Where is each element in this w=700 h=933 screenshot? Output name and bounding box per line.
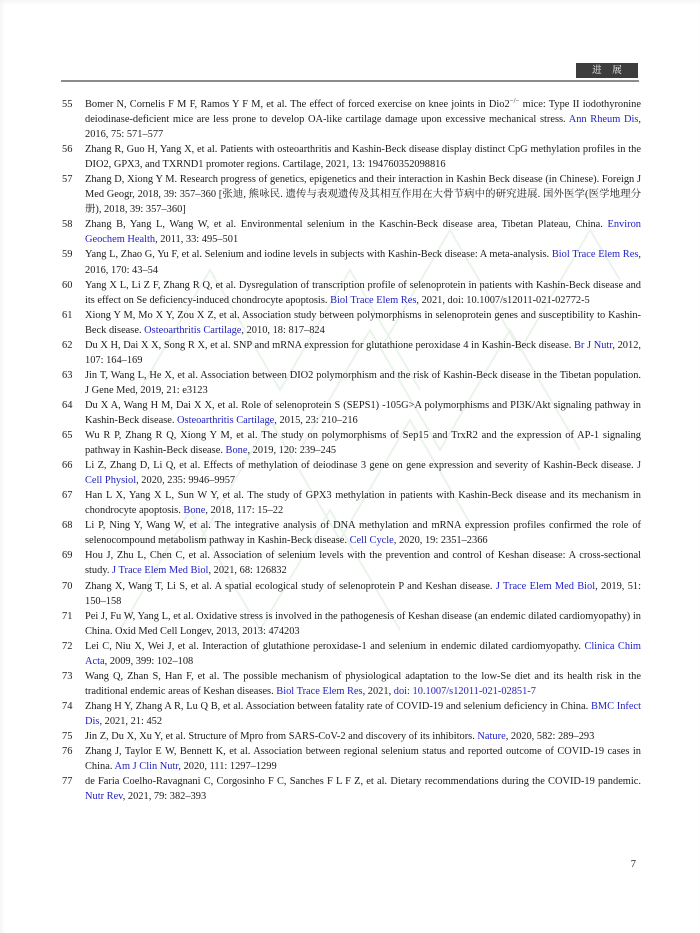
journal-link[interactable]: Osteoarthritis Cartilage bbox=[144, 324, 242, 336]
journal-link[interactable]: Br J Nutr bbox=[573, 339, 613, 351]
journal-link[interactable]: Biol Trace Elem Res bbox=[551, 249, 639, 261]
reference-item bbox=[62, 488, 641, 518]
reference-text: Li Z, Zhang D, Li Q, et al. Effects of methylation of deiodinase 3 gene on gene expression and severity of Kashin-Beck disease. bbox=[85, 460, 637, 472]
reference-text: Zhang D, Xiong Y M. Research progress of genetics, epigenetics and their interaction in Kashin Beck disease (in Chinese). Foreign J Med Geogr, 2018, 39: 357–360 [张迪, 熊咏民. 遗传与表观遗传及其相互作用在大骨节病中的研究进展. 国外医学(医学地理分册), 2018, 39: 357–360] bbox=[85, 174, 641, 216]
reference-text: , 2020, 19: 2351–2366 bbox=[393, 535, 488, 547]
reference-number: 71 bbox=[62, 610, 73, 622]
journal-link[interactable]: BMC Infect Dis bbox=[85, 700, 641, 727]
reference-number: 70 bbox=[62, 580, 73, 592]
reference-number: 56 bbox=[62, 144, 73, 156]
reference-text: Wu R P, Zhang R Q, Xiong Y M, et al. The study on polymorphisms of Sep15 and TrxR2 and the expression of AP-1 signaling pathway in Kashin-Beck disease. bbox=[85, 430, 641, 457]
superscript-text: −/− bbox=[509, 97, 520, 105]
header-rule bbox=[61, 80, 639, 82]
reference-number: 60 bbox=[62, 279, 73, 291]
reference-text: , 2021, bbox=[362, 685, 394, 697]
reference-text: , 2021, 68: 126832 bbox=[208, 565, 287, 577]
journal-link[interactable]: Biol Trace Elem Res bbox=[330, 294, 417, 306]
reference-number: 72 bbox=[62, 640, 73, 652]
reference-item bbox=[62, 548, 641, 578]
reference-text: , 2020, 235: 9946–9957 bbox=[136, 475, 236, 487]
journal-link[interactable]: Biol Trace Elem Res bbox=[276, 685, 363, 697]
reference-text: , 2019, 51: 150–158 bbox=[85, 580, 641, 607]
reference-text: Zhang R, Guo H, Yang X, et al. Patients with osteoarthritis and Kashin-Beck disease display distinct CpG methylation profiles in the DIO2, GPX3, and TXRND1 promoter regions. Cartilage, 2021, 13: 194760352098816 bbox=[85, 144, 641, 171]
reference-text: Wang Q, Zhan S, Han F, et al. The possible mechanism of physiological adaptation to the low-Se diet and its health risk in the traditional endemic areas of Keshan diseases. bbox=[85, 670, 641, 697]
reference-item bbox=[62, 428, 641, 458]
reference-number: 66 bbox=[62, 460, 73, 472]
reference-item bbox=[62, 729, 641, 744]
journal-link[interactable]: doi: 10.1007/s12011-021-02851-7 bbox=[393, 685, 536, 697]
reference-text: , 2021, 21: 452 bbox=[99, 715, 163, 727]
reference-text: Du X A, Wang H M, Dai X X, et al. Role of selenoprotein S (SEPS1) -105G>A polymorphisms and PI3K/Akt signaling pathway in Kashin-Beck disease. bbox=[85, 399, 641, 426]
section-tag-badge bbox=[576, 63, 638, 78]
reference-item bbox=[62, 368, 641, 398]
reference-text: de Faria Coelho-Ravagnani C, Corgosinho F C, Sanches F L F Z, et al. Dietary recommendations during the COVID-19 pandemic. bbox=[85, 776, 641, 788]
reference-text: , 2016, 75: 571–577 bbox=[85, 114, 641, 141]
reference-text: , 2018, 117: 15–22 bbox=[205, 505, 284, 517]
reference-text: Yang L, Zhao G, Yu F, et al. Selenium and iodine levels in subjects with Kashin-Beck disease: A meta-analysis. bbox=[85, 249, 552, 261]
reference-number: 65 bbox=[62, 430, 73, 442]
journal-link[interactable]: Nature bbox=[477, 730, 506, 742]
journal-link[interactable]: Am J Clin Nutr bbox=[114, 761, 179, 773]
journal-link[interactable]: J Trace Elem Med Biol bbox=[495, 580, 596, 592]
reference-text: , 2010, 18: 817–824 bbox=[241, 324, 325, 336]
reference-text: Xiong Y M, Mo X Y, Zou X Z, et al. Association study between polymorphisms in selenoprotein genes and susceptibility to Kashin-Beck disease. bbox=[85, 309, 641, 336]
reference-number: 63 bbox=[62, 369, 73, 381]
reference-item bbox=[62, 308, 641, 338]
journal-link[interactable]: Ann Rheum Dis bbox=[568, 114, 639, 126]
reference-text: Du X H, Dai X X, Song R X, et al. SNP and mRNA expression for glutathione peroxidase 4 in Kashin-Beck disease. bbox=[85, 339, 574, 351]
reference-text: Zhang B, Yang L, Wang W, et al. Environmental selenium in the Kaschin-Beck disease area, Tibetan Plateau, China. bbox=[85, 219, 608, 231]
reference-text: Pei J, Fu W, Yang L, et al. Oxidative stress is involved in the pathogenesis of Keshan disease (an endemic dilated cardiomyopathy) in China. Oxid Med Cell Longev, 2013, 2013: 474203 bbox=[85, 610, 641, 637]
reference-text: Lei C, Niu X, Wei J, et al. Interaction of glutathione peroxidase-1 and selenium in endemic dilated cardiomyopathy. bbox=[85, 640, 585, 652]
reference-item bbox=[62, 278, 641, 308]
reference-item bbox=[62, 338, 641, 368]
reference-text: Jin Z, Du X, Xu Y, et al. Structure of Mpro from SARS-CoV-2 and discovery of its inhibitors. bbox=[85, 730, 478, 742]
reference-number: 75 bbox=[62, 730, 73, 742]
reference-text: , 2021, doi: 10.1007/s12011-021-02772-5 bbox=[416, 294, 590, 306]
reference-text: , 2021, 79: 382–393 bbox=[122, 791, 207, 803]
reference-number: 77 bbox=[62, 776, 73, 788]
reference-item bbox=[62, 217, 641, 247]
reference-text: Zhang H Y, Zhang A R, Lu Q B, et al. Association between fatality rate of COVID-19 and selenium deficiency in China. bbox=[85, 700, 591, 712]
reference-number: 67 bbox=[62, 490, 73, 502]
reference-number: 64 bbox=[62, 399, 73, 411]
page-number: 7 bbox=[630, 859, 636, 870]
reference-number: 61 bbox=[62, 309, 73, 321]
reference-text: mice: Type II iodothyronine deiodinase-deficient mice are less prone to develop OA-like cartilage damage upon excessive mechanical stress. bbox=[85, 99, 641, 126]
reference-number: 74 bbox=[62, 700, 73, 712]
reference-text: Hou J, Zhu L, Chen C, et al. Association of selenium levels with the prevention and control of Keshan disease: A cross-sectional study. bbox=[85, 550, 641, 577]
reference-text: Yang X L, Li Z F, Zhang R Q, et al. Dysregulation of transcription profile of selenoprotein in patients with Kashin-Beck disease and its effect on Se deficiency-induced chondrocyte apoptosis. bbox=[85, 279, 641, 306]
section-tag-label: 进 展 bbox=[592, 65, 626, 76]
reference-text: , 2009, 399: 102–108 bbox=[104, 655, 194, 667]
journal-link[interactable]: Environ Geochem Health bbox=[85, 219, 641, 246]
reference-text: , 2015, 23: 210–216 bbox=[274, 414, 358, 426]
reference-text: , 2020, 582: 289–293 bbox=[505, 730, 595, 742]
references-list bbox=[62, 97, 641, 804]
reference-text: Li P, Ning Y, Wang W, et al. The integrative analysis of DNA methylation and mRNA expression profiles confirmed the role of selenocompound metabolism pathway in Kashin-Beck disease. bbox=[85, 520, 641, 547]
reference-text: , 2019, 120: 239–245 bbox=[247, 445, 337, 457]
reference-text: Bomer N, Cornelis F M F, Ramos Y F M, et al. The effect of forced exercise on knee joints in Dio2 bbox=[85, 99, 510, 110]
reference-item bbox=[62, 247, 641, 277]
reference-number: 69 bbox=[62, 550, 73, 562]
reference-text: , 2012, 107: 164–169 bbox=[85, 339, 641, 366]
reference-number: 59 bbox=[62, 249, 73, 261]
reference-item bbox=[62, 518, 641, 548]
reference-number: 73 bbox=[62, 670, 73, 682]
reference-item bbox=[62, 579, 641, 609]
reference-number: 62 bbox=[62, 339, 73, 351]
reference-item bbox=[62, 97, 641, 142]
reference-text: Jin T, Wang L, He X, et al. Association between DIO2 polymorphism and the risk of Kashin-Beck disease in the Tibetan population. J Gene Med, 2019, 21: e3123 bbox=[85, 369, 641, 396]
reference-item bbox=[62, 774, 641, 804]
reference-text: , 2016, 170: 43–54 bbox=[85, 249, 642, 276]
reference-item bbox=[62, 744, 641, 774]
reference-item bbox=[62, 639, 641, 669]
reference-item bbox=[62, 398, 641, 428]
reference-item bbox=[62, 699, 641, 729]
reference-text: , 2011, 33: 495–501 bbox=[155, 234, 239, 246]
journal-link[interactable]: Bone bbox=[183, 505, 206, 517]
reference-number: 58 bbox=[62, 219, 73, 231]
journal-link[interactable]: Cell Cycle bbox=[349, 535, 394, 547]
reference-text: Zhang X, Wang T, Li S, et al. A spatial ecological study of selenoprotein P and Keshan disease. bbox=[85, 580, 496, 592]
reference-number: 68 bbox=[62, 520, 73, 532]
reference-text: , 2020, 111: 1297–1299 bbox=[178, 761, 277, 773]
journal-link[interactable]: Nutr Rev bbox=[85, 791, 123, 803]
reference-text: Zhang J, Taylor E W, Bennett K, et al. Association between regional selenium status and reported outcome of COVID-19 cases in China. bbox=[85, 746, 641, 773]
reference-item bbox=[62, 669, 641, 699]
reference-item bbox=[62, 609, 641, 639]
journal-link[interactable]: J Cell Physiol bbox=[85, 460, 641, 487]
reference-text: Han L X, Yang X L, Sun W Y, et al. The study of GPX3 methylation in patients with Kashin-Beck disease and its mechanism in chondrocyte apoptosis. bbox=[85, 490, 641, 517]
reference-item bbox=[62, 458, 641, 488]
journal-link[interactable]: Bone bbox=[225, 445, 248, 457]
reference-number: 76 bbox=[62, 746, 73, 758]
reference-number: 57 bbox=[62, 174, 73, 186]
journal-link[interactable]: Clinica Chim Acta bbox=[85, 640, 642, 667]
reference-number: 55 bbox=[62, 99, 73, 110]
journal-link[interactable]: Osteoarthritis Cartilage bbox=[177, 414, 275, 426]
journal-link[interactable]: J Trace Elem Med Biol bbox=[112, 565, 209, 577]
reference-item bbox=[62, 142, 641, 172]
reference-item bbox=[62, 172, 641, 217]
